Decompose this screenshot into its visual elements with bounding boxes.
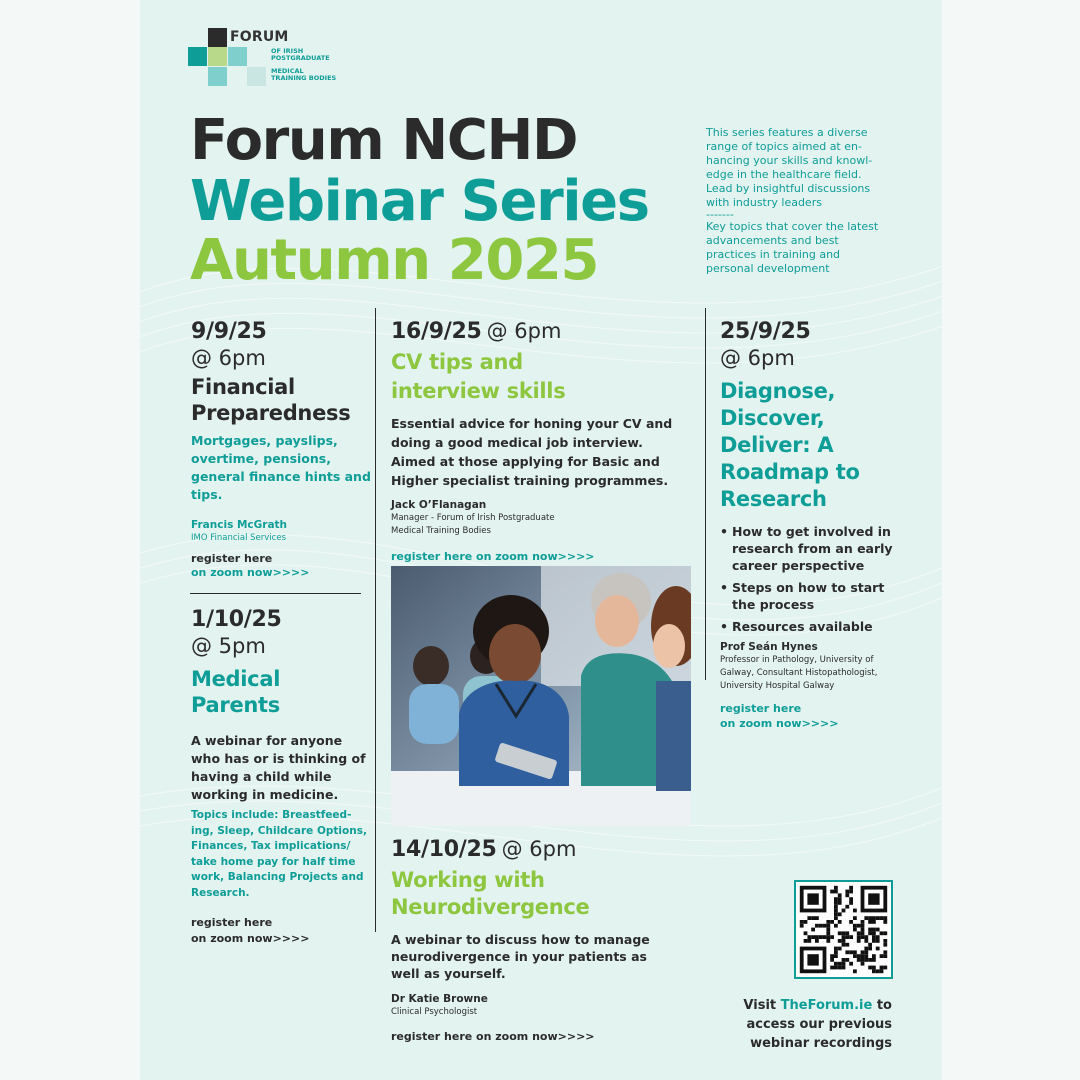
logo-line-2: POSTGRADUATE xyxy=(271,54,330,62)
doctors-photo xyxy=(391,566,691,826)
webinar-description: Mortgages, payslips, overtime, pensions, general finance hints and tips. xyxy=(191,433,371,502)
webinar-description: Essential advice for honing your CV and doing a good medical job interview. Aimed at those applying for Basic and Higher specialist training programmes. xyxy=(391,416,673,488)
webinar-title: Diagnose, Discover, Deliver: A Roadmap to Research xyxy=(720,379,860,511)
column-divider-right xyxy=(705,308,706,680)
webinar-date: 14/10/25 xyxy=(391,837,497,862)
register-link-financial[interactable] xyxy=(191,552,371,580)
visit-line-3: webinar recordings xyxy=(750,1036,892,1051)
research-bullets xyxy=(720,523,900,635)
register-line-1[interactable]: register here xyxy=(191,916,273,929)
column-divider-left xyxy=(375,308,376,932)
webinar-research xyxy=(720,318,900,731)
webinar-time: @ 5pm xyxy=(191,634,266,658)
webinar-financial xyxy=(191,318,371,580)
speaker-name: Dr Katie Browne xyxy=(391,993,488,1005)
speaker-name: Francis McGrath xyxy=(191,519,288,531)
poster xyxy=(140,0,942,1080)
webinar-parents xyxy=(191,606,369,947)
logo-line-1: OF IRISH xyxy=(271,47,304,55)
webinar-time: @ 6pm xyxy=(501,837,577,861)
website-link[interactable]: TheForum.ie xyxy=(780,998,873,1013)
speaker-role: Professor in Pathology, University of Galway, Consultant Histopathologist, University Hospital Galway xyxy=(720,655,878,691)
register-line-2[interactable]: on zoom now>>>> xyxy=(720,717,839,730)
register-link-neuro[interactable]: register here on zoom now>>>> xyxy=(391,1030,595,1043)
title-line-3: Autumn 2025 xyxy=(190,228,599,293)
webinar-cv xyxy=(391,318,691,564)
visit-text xyxy=(700,996,892,1053)
visit-line-2: access our previous xyxy=(746,1017,892,1032)
webinar-time: @ 6pm xyxy=(191,346,266,370)
intro-divider: ------- xyxy=(706,208,734,221)
webinar-time: @ 6pm xyxy=(486,319,562,343)
intro-paragraph-2: Key topics that cover the latest advancements and best practices in training and personal development xyxy=(706,220,879,275)
title-line-2: Webinar Series xyxy=(190,169,649,234)
register-line-1[interactable]: register here xyxy=(191,552,273,565)
bullet-item: • Steps on how to start the process xyxy=(720,579,900,613)
visit-to: to xyxy=(876,998,892,1013)
intro-paragraph-1: This series features a diverse range of topics aimed at en-hancing your skills and knowl-edge in the healthcare field. Lead by insightful discussions with industry leaders xyxy=(706,126,873,209)
register-line-2[interactable]: on zoom now>>>> xyxy=(191,566,310,579)
visit-word: Visit xyxy=(743,998,777,1013)
intro-text xyxy=(706,126,886,276)
webinar-time: @ 6pm xyxy=(720,346,795,370)
left-section-divider xyxy=(190,593,361,594)
forum-logo[interactable] xyxy=(188,28,358,90)
webinar-date: 16/9/25 xyxy=(391,319,482,344)
logo-title: FORUM xyxy=(230,29,289,45)
speaker-role-2: Medical Training Bodies xyxy=(391,526,491,536)
webinar-title: Working with Neurodivergence xyxy=(391,868,590,919)
webinar-date: 1/10/25 xyxy=(191,607,282,632)
webinar-date: 25/9/25 xyxy=(720,319,811,344)
bullet-item: • How to get involved in research from an early career perspective xyxy=(720,523,900,574)
speaker-role: Clinical Psychologist xyxy=(391,1007,478,1017)
webinar-description: A webinar to discuss how to manage neurodivergence in your patients as well as yourself. xyxy=(391,932,650,981)
webinar-title: CV tips and interview skills xyxy=(391,350,566,403)
speaker-name: Prof Seán Hynes xyxy=(720,641,818,653)
register-line-1[interactable]: register here xyxy=(720,702,802,715)
logo-line-4: TRAINING BODIES xyxy=(271,74,337,82)
register-link-cv[interactable]: register here on zoom now>>>> xyxy=(391,550,595,563)
qr-code-icon[interactable] xyxy=(794,880,893,979)
webinar-topics: Topics include: Breastfeed-ing, Sleep, Childcare Options, Finances, Tax implications/ take home pay for half time work, Balancing Projects and Research. xyxy=(191,809,367,899)
register-line-2[interactable]: on zoom now>>>> xyxy=(191,932,310,945)
webinar-neuro xyxy=(391,836,691,1044)
webinar-description: A webinar for anyone who has or is thinking of having a child while working in medicine. xyxy=(191,733,366,802)
register-link-parents[interactable] xyxy=(191,915,369,947)
speaker-role: IMO Financial Services xyxy=(191,533,286,543)
bullet-item: • Resources available xyxy=(720,618,900,635)
title-line-1: Forum NCHD xyxy=(190,108,578,173)
webinar-title: Financial Preparedness xyxy=(191,375,351,425)
speaker-name: Jack O’Flanagan xyxy=(391,499,487,511)
webinar-title: Medical Parents xyxy=(191,667,281,717)
speaker-role-1: Manager - Forum of Irish Postgraduate xyxy=(391,513,555,523)
register-link-research[interactable] xyxy=(720,701,900,731)
logo-line-3: MEDICAL xyxy=(271,67,304,75)
webinar-date: 9/9/25 xyxy=(191,319,267,344)
